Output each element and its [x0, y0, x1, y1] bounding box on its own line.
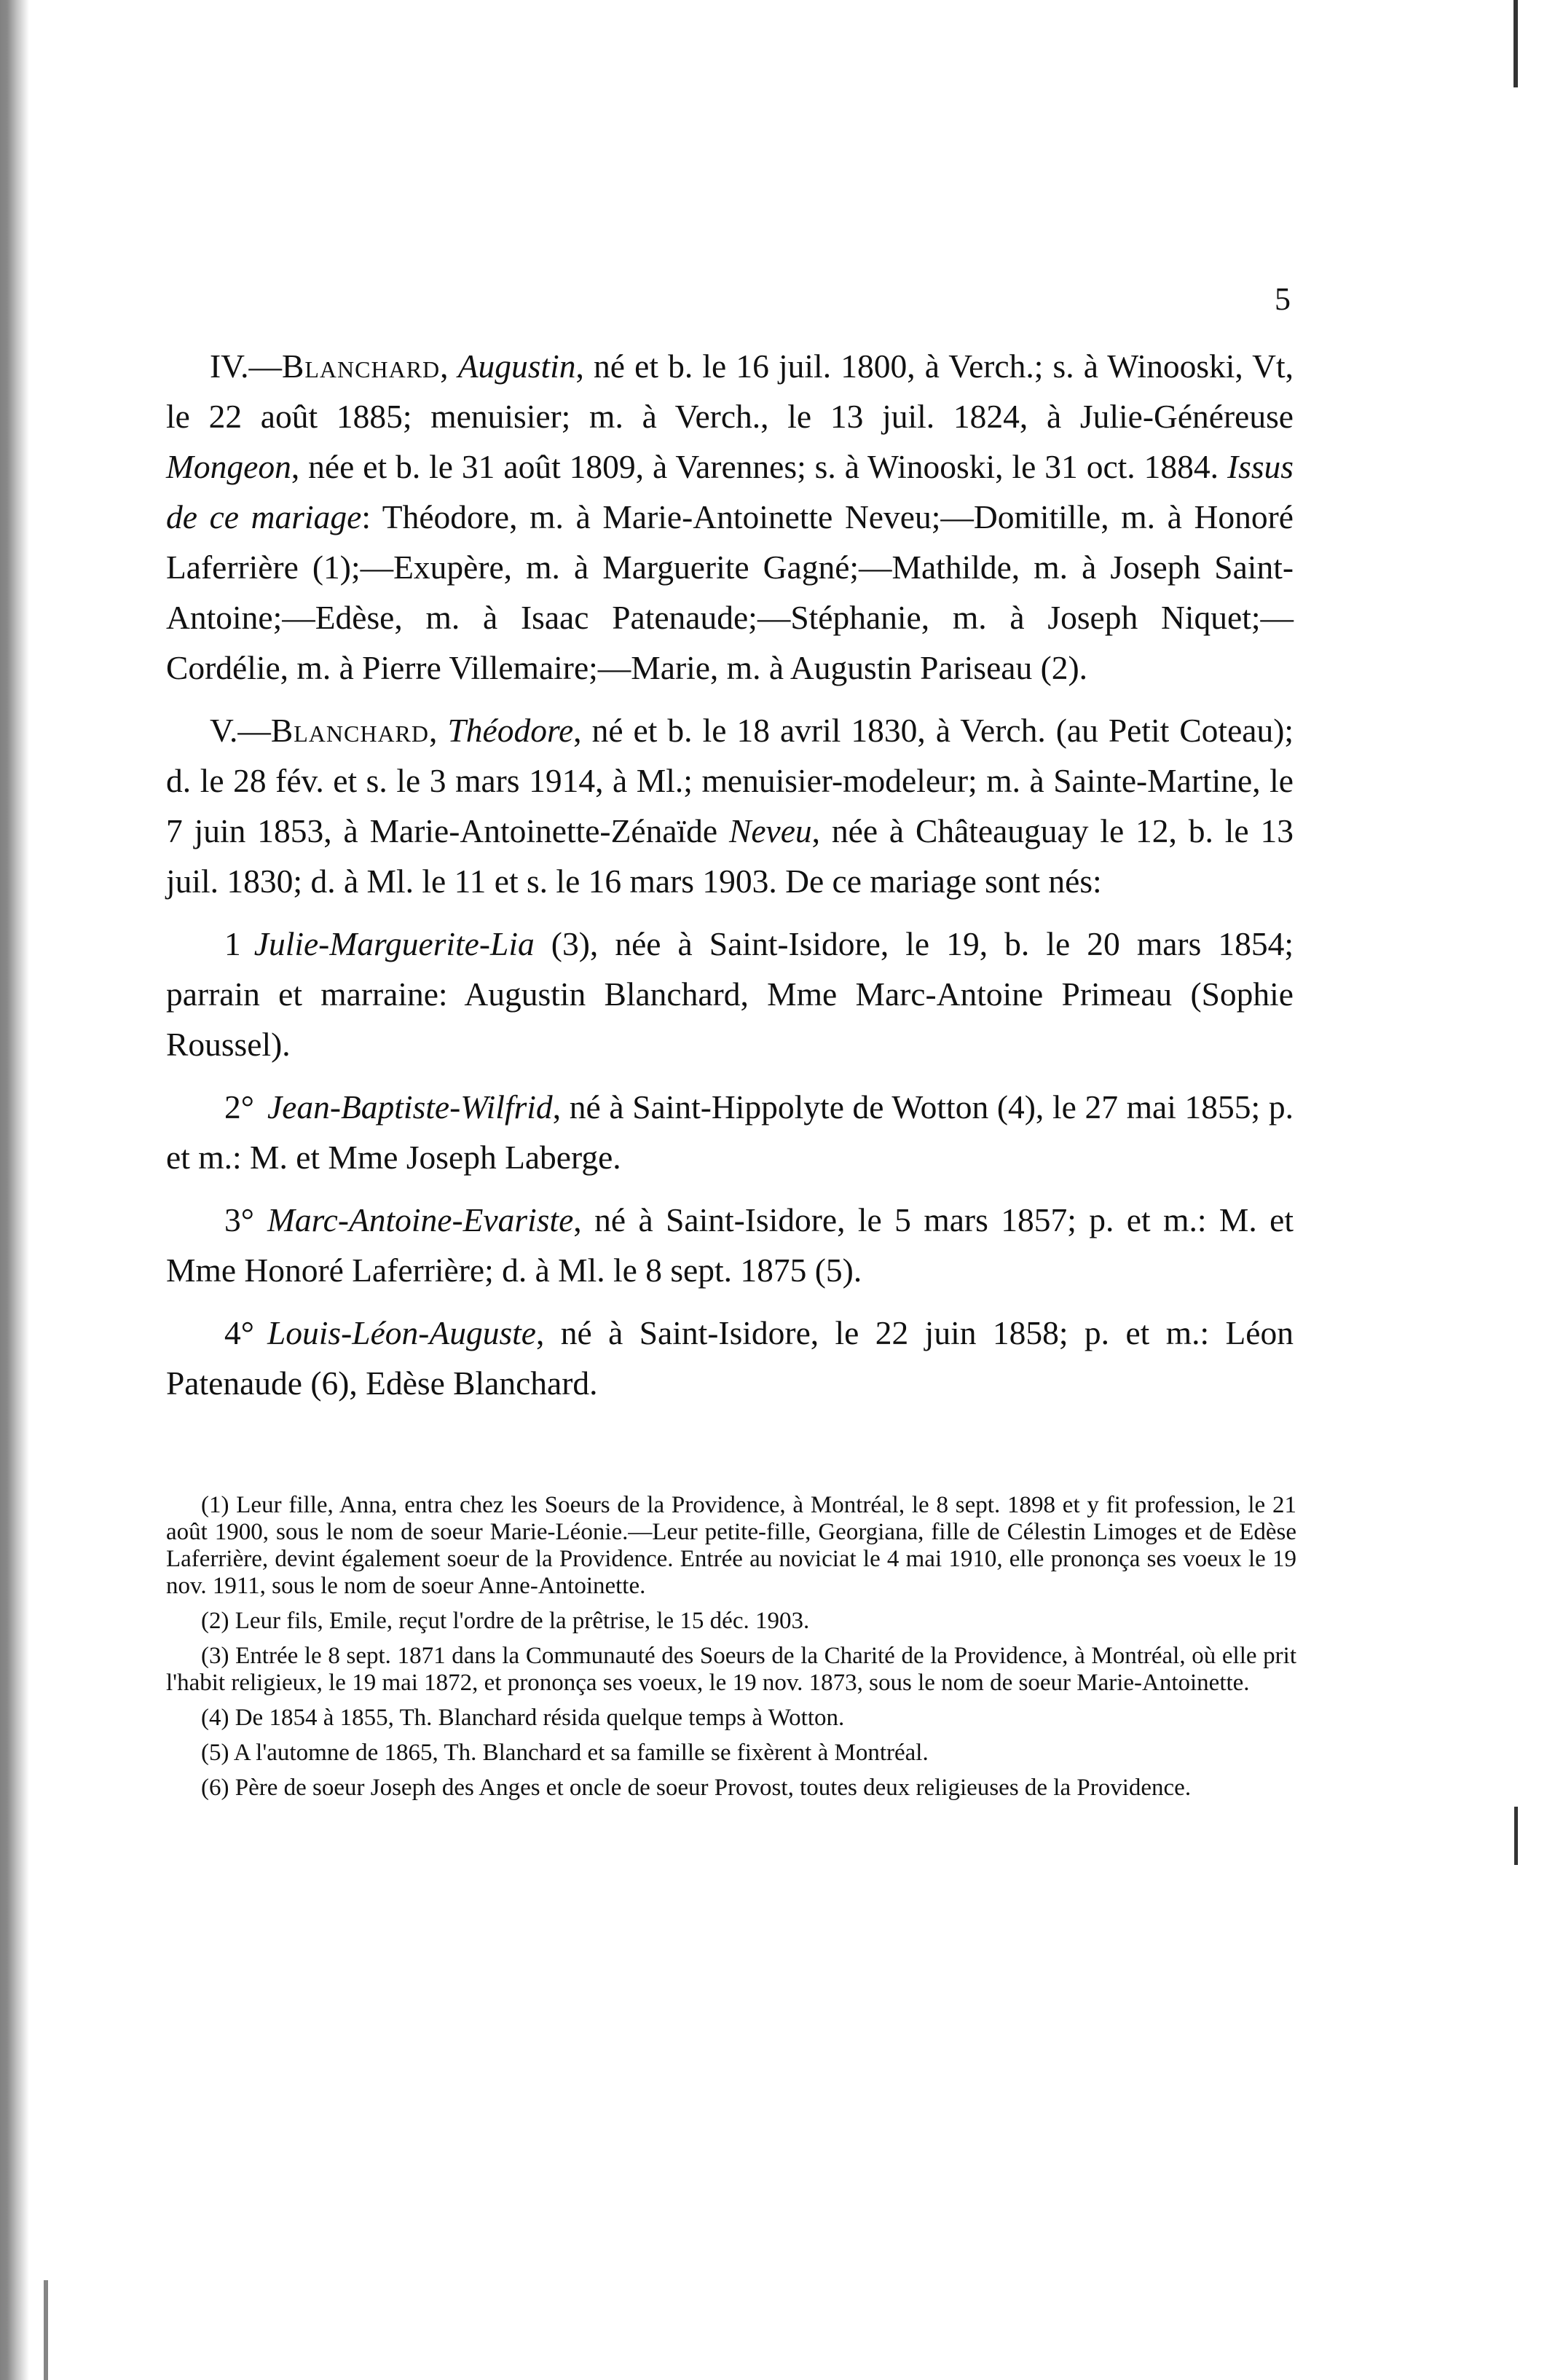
main-text [166, 341, 1294, 1421]
child-number: 2° [224, 1088, 254, 1126]
footnote: (1) Leur fille, Anna, entra chez les Soeurs de la Providence, à Montréal, le 8 sept. 1898 et y fit profession, le 21 août 1900, sous le nom de soeur Marie-Léonie.—Leur petite-fille, Georgiana, fille de Célestin Limoges et de Edèse Laferrière, devint également soeur de la Providence. Entrée au noviciat le 4 mai 1910, elle prononça ses voeux le 19 nov. 1911, sous le nom de soeur Anne-Antoinette. [166, 1492, 1296, 1599]
child-name: Louis-Léon-Auguste [267, 1314, 536, 1351]
footnote: (5) A l'automne de 1865, Th. Blanchard et sa famille se fixèrent à Montréal. [201, 1740, 929, 1766]
paragraph-text: : Théodore, m. à Marie-Antoinette Neveu;—Domitille, m. à Honoré Laferrière (1);—Exupère, m. à Marguerite Gagné;—Mathilde, m. à Joseph Saint-Antoine;—Edèse, m. à Isaac Patenaude;—Stéphanie, m. à Joseph Niquet;—Cordélie, m. à Pierre Villemaire;—Marie, m. à Augustin Pariseau (2). [166, 498, 1294, 686]
generation-number: IV.— [210, 347, 283, 385]
child-entry [166, 1082, 1294, 1182]
issus-label: Issus de ce mariage [166, 448, 1294, 535]
surname: Blanchard [282, 347, 441, 385]
scan-edge-right-bottom [1514, 1807, 1518, 1865]
scan-edge-right-top [1513, 0, 1518, 87]
paragraph-text: , née et b. le 31 août 1809, à Varennes; s. à Winooski, le 31 oct. 1884. [291, 448, 1227, 485]
paragraph-theodore: V.—Blanchard, Théodore, né et b. le 18 avril 1830, à Verch. (au Petit Coteau); d. le 28 fév. et s. le 3 mars 1914, à Ml.; menuisier-modeleur; m. à Sainte-Martine, le 7 juin 1853, à Marie-Antoinette-Zénaïde Neveu, née à Châteauguay le 12, b. le 13 juil. 1830; d. à Ml. le 11 et s. le 16 mars 1903. De ce mariage sont nés: [166, 712, 1294, 900]
footnote: (6) Père de soeur Joseph des Anges et oncle de soeur Provost, toutes deux religieuses de la Providence. [201, 1775, 1192, 1801]
child-text: , né à Saint-Isidore, le 5 mars 1857; p. et m.: M. et Mme Honoré Laferrière; d. à Ml. le 8 sept. 1875 (5). [166, 1201, 1294, 1289]
paragraph-augustin: IV.—Blanchard, Augustin, né et b. le 16 juil. 1800, à Verch.; s. à Winooski, Vt, le 22 août 1885; menuisier; m. à Verch., le 13 juil. 1824, à Julie-Généreuse Mongeon, née et b. le 31 août 1809, à Varennes; s. à Winooski, le 31 oct. 1884. Issus de ce mariage: Théodore, m. à Marie-Antoinette Neveu;—Domitille, m. à Honoré Laferrière (1);—Exupère, m. à Marguerite Gagné;—Mathilde, m. à Joseph Saint-Antoine;—Edèse, m. à Isaac Patenaude;—Stéphanie, m. à Joseph Niquet;—Cordélie, m. à Pierre Villemaire;—Marie, m. à Augustin Pariseau (2). [166, 347, 1294, 686]
paragraph-text: , né et b. le 16 juil. 1800, à Verch.; s. à Winooski, Vt, le 22 août 1885; menuisier; m. à Verch., le 13 juil. 1824, à Julie-Généreuse [166, 347, 1294, 435]
paragraph-text: , née à Châteauguay le 12, b. le 13 juil. 1830; d. à Ml. le 11 et s. le 16 mars 1903. De ce mariage sont nés: [166, 812, 1294, 900]
given-name: Augustin [457, 347, 576, 385]
surname: Blanchard [270, 712, 430, 749]
child-entry [166, 1195, 1294, 1295]
spouse-name: Mongeon [166, 448, 291, 485]
footnote: (3) Entrée le 8 sept. 1871 dans la Communauté des Soeurs de la Charité de la Providence, à Montréal, où elle prit l'habit religieux, le 19 mai 1872, et prononça ses voeux, le 19 nov. 1873, sous le nom de soeur Marie-Antoinette. [166, 1643, 1296, 1696]
child-name: Jean-Baptiste-Wilfrid [267, 1088, 553, 1126]
paragraph-text: , né et b. le 18 avril 1830, à Verch. (au Petit Coteau); d. le 28 fév. et s. le 3 mars 1914, à Ml.; menuisier-modeleur; m. à Sainte-Martine, le 7 juin 1853, à Marie-Antoinette-Zénaïde [166, 712, 1294, 849]
spouse-name: Neveu [728, 812, 812, 849]
generation-number: V.— [210, 712, 271, 749]
scan-edge-left [0, 0, 29, 2380]
child-text: (3), née à Saint-Isidore, le 19, b. le 20 mars 1854; parrain et marraine: Augustin Blanchard, Mme Marc-Antoine Primeau (Sophie Roussel). [166, 925, 1294, 1063]
child-entry [166, 919, 1294, 1069]
child-number: 4° [224, 1314, 254, 1351]
child-entry [166, 1308, 1294, 1408]
child-number: 3° [224, 1201, 254, 1238]
footnote: (4) De 1854 à 1855, Th. Blanchard résida quelque temps à Wotton. [201, 1705, 845, 1731]
child-text: , né à Saint-Hippolyte de Wotton (4), le 27 mai 1855; p. et m.: M. et Mme Joseph Laberge. [166, 1088, 1294, 1176]
footnote: (2) Leur fils, Emile, reçut l'ordre de la prêtrise, le 15 déc. 1903. [201, 1608, 810, 1634]
child-name: Marc-Antoine-Evariste [267, 1201, 574, 1238]
child-number: 1 [224, 925, 241, 962]
page-number: 5 [1275, 281, 1291, 317]
given-name: Théodore [447, 712, 574, 749]
child-text: , né à Saint-Isidore, le 22 juin 1858; p. et m.: Léon Patenaude (6), Edèse Blanchard. [166, 1314, 1294, 1402]
footnotes [166, 1492, 1296, 1810]
child-name: Julie-Marguerite-Lia [253, 925, 535, 962]
